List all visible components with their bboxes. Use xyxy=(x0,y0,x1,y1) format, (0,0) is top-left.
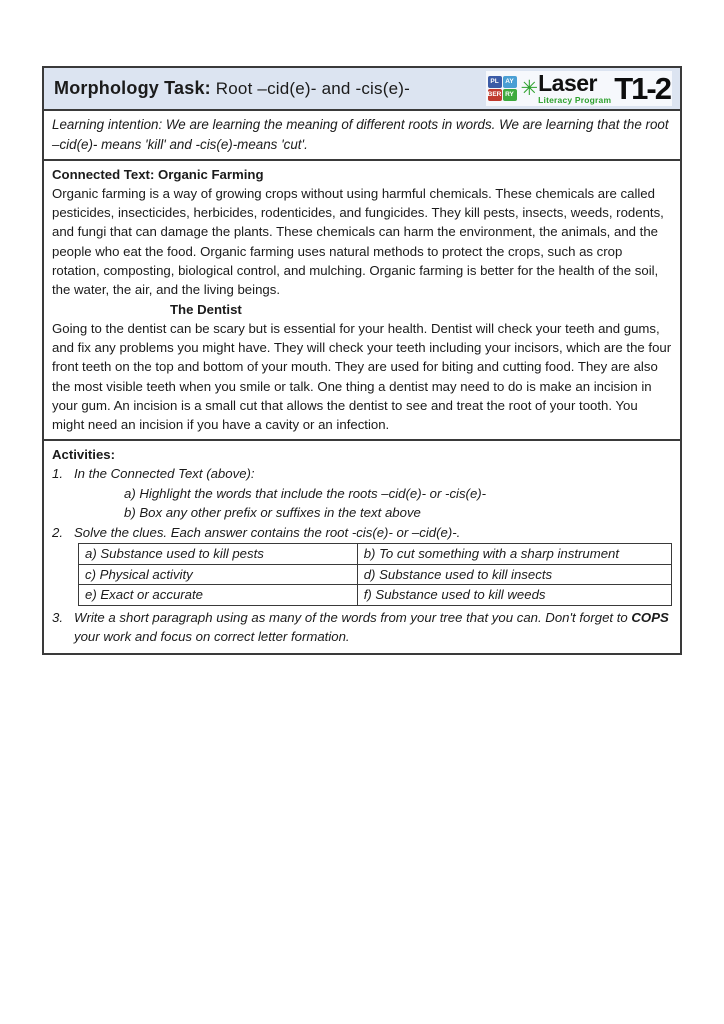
puzzle-piece-ay: AY xyxy=(503,76,517,88)
puzzle-piece-pl: PL xyxy=(488,76,502,88)
clue-row xyxy=(79,564,672,585)
clue-cell-d: d) Substance used to kill insects xyxy=(357,564,671,585)
clue-row xyxy=(79,585,672,606)
activity-number-3: 3. xyxy=(52,609,63,625)
activity-text-3-pre: Write a short paragraph using as many of the words from your tree that you can. Don't forget to xyxy=(74,609,632,625)
clue-cell-a: a) Substance used to kill pests xyxy=(79,544,358,565)
page-title xyxy=(54,78,410,99)
title-bar xyxy=(42,66,682,111)
activities-heading: Activities: xyxy=(52,446,116,462)
page-title-bold: Morphology Task: xyxy=(54,77,211,98)
learning-intention-text: Learning intention: We are learning the meaning of different roots in words. We are learning that the root –cid(e)- means 'kill' and -cis(e)-means 'cut'. xyxy=(52,116,669,152)
activity-number-1: 1. xyxy=(52,466,63,482)
puzzle-piece-ber: BER xyxy=(488,89,502,101)
puzzle-piece-ry: RY xyxy=(503,89,517,101)
organic-farming-paragraph: Organic farming is a way of growing crops without using harmful chemicals. These chemicals are called pesticides, insecticides, herbicides, rodenticides, and fungicides. They kill pests, insects, weeds, rodents, and fungi that can damage the plants. These chemicals can harm the environment, the animals, and the people who eat the food. Organic farming uses natural methods to protect the crops, such as crop rotation, composting, biological control, and mulching. Organic farming is better for the health of the soil, the water, the air, and the living beings. xyxy=(52,185,664,298)
activity-item-2 xyxy=(52,523,672,543)
connected-text-heading: Connected Text: Organic Farming xyxy=(52,166,264,182)
activity-number-2: 2. xyxy=(52,524,63,540)
clue-cell-f: f) Substance used to kill weeds xyxy=(357,585,671,606)
laser-wordmark xyxy=(538,72,611,105)
dentist-subheading: The Dentist xyxy=(170,301,242,317)
clue-row xyxy=(79,544,672,565)
starburst-icon: ✳ xyxy=(520,75,539,100)
literacy-program-text: Literacy Program xyxy=(538,95,612,105)
clue-cell-b: b) To cut something with a sharp instrument xyxy=(357,544,671,565)
page-title-rest: Root –cid(e)- and -cis(e)- xyxy=(210,78,410,98)
playberry-puzzle-icon xyxy=(488,76,517,101)
activity-text-1: In the Connected Text (above): xyxy=(74,466,255,482)
laser-text: Laser xyxy=(538,70,597,96)
clue-cell-e: e) Exact or accurate xyxy=(79,585,358,606)
activity-text-3 xyxy=(74,608,672,647)
cops-acronym: COPS xyxy=(631,609,669,625)
clue-table xyxy=(78,543,672,606)
worksheet-document xyxy=(42,66,682,655)
learning-intention-section xyxy=(42,109,682,161)
connected-text-section xyxy=(42,159,682,441)
activity-item-1b: b) Box any other prefix or suffixes in the text above xyxy=(124,505,421,521)
activity-text-2: Solve the clues. Each answer contains the root -cis(e)- or –cid(e)-. xyxy=(74,524,461,540)
laser-literacy-logo xyxy=(486,71,672,106)
activity-text-3-post: your work and focus on correct letter formation. xyxy=(74,629,350,645)
activity-item-3 xyxy=(52,608,672,647)
clue-cell-c: c) Physical activity xyxy=(79,564,358,585)
activity-item-1 xyxy=(52,464,672,484)
worksheet-code: T1-2 xyxy=(614,70,670,106)
activity-item-1a: a) Highlight the words that include the roots –cid(e)- or -cis(e)- xyxy=(124,485,487,501)
activities-section xyxy=(42,439,682,655)
dentist-paragraph: Going to the dentist can be scary but is essential for your health. Dentist will check your teeth and gums, and fix any problems you might have. They will check your teeth including your incisors, which are the four front teeth on the top and bottom of your mouth. They are used for biting and cutting food. They are also the most visible teeth when you smile or talk. One thing a dentist may need to do is make an incision in your gum. An incision is a small cut that allows the dentist to see and treat the root of your tooth. You might need an incision if you have a cavity or an infection. xyxy=(52,320,672,433)
